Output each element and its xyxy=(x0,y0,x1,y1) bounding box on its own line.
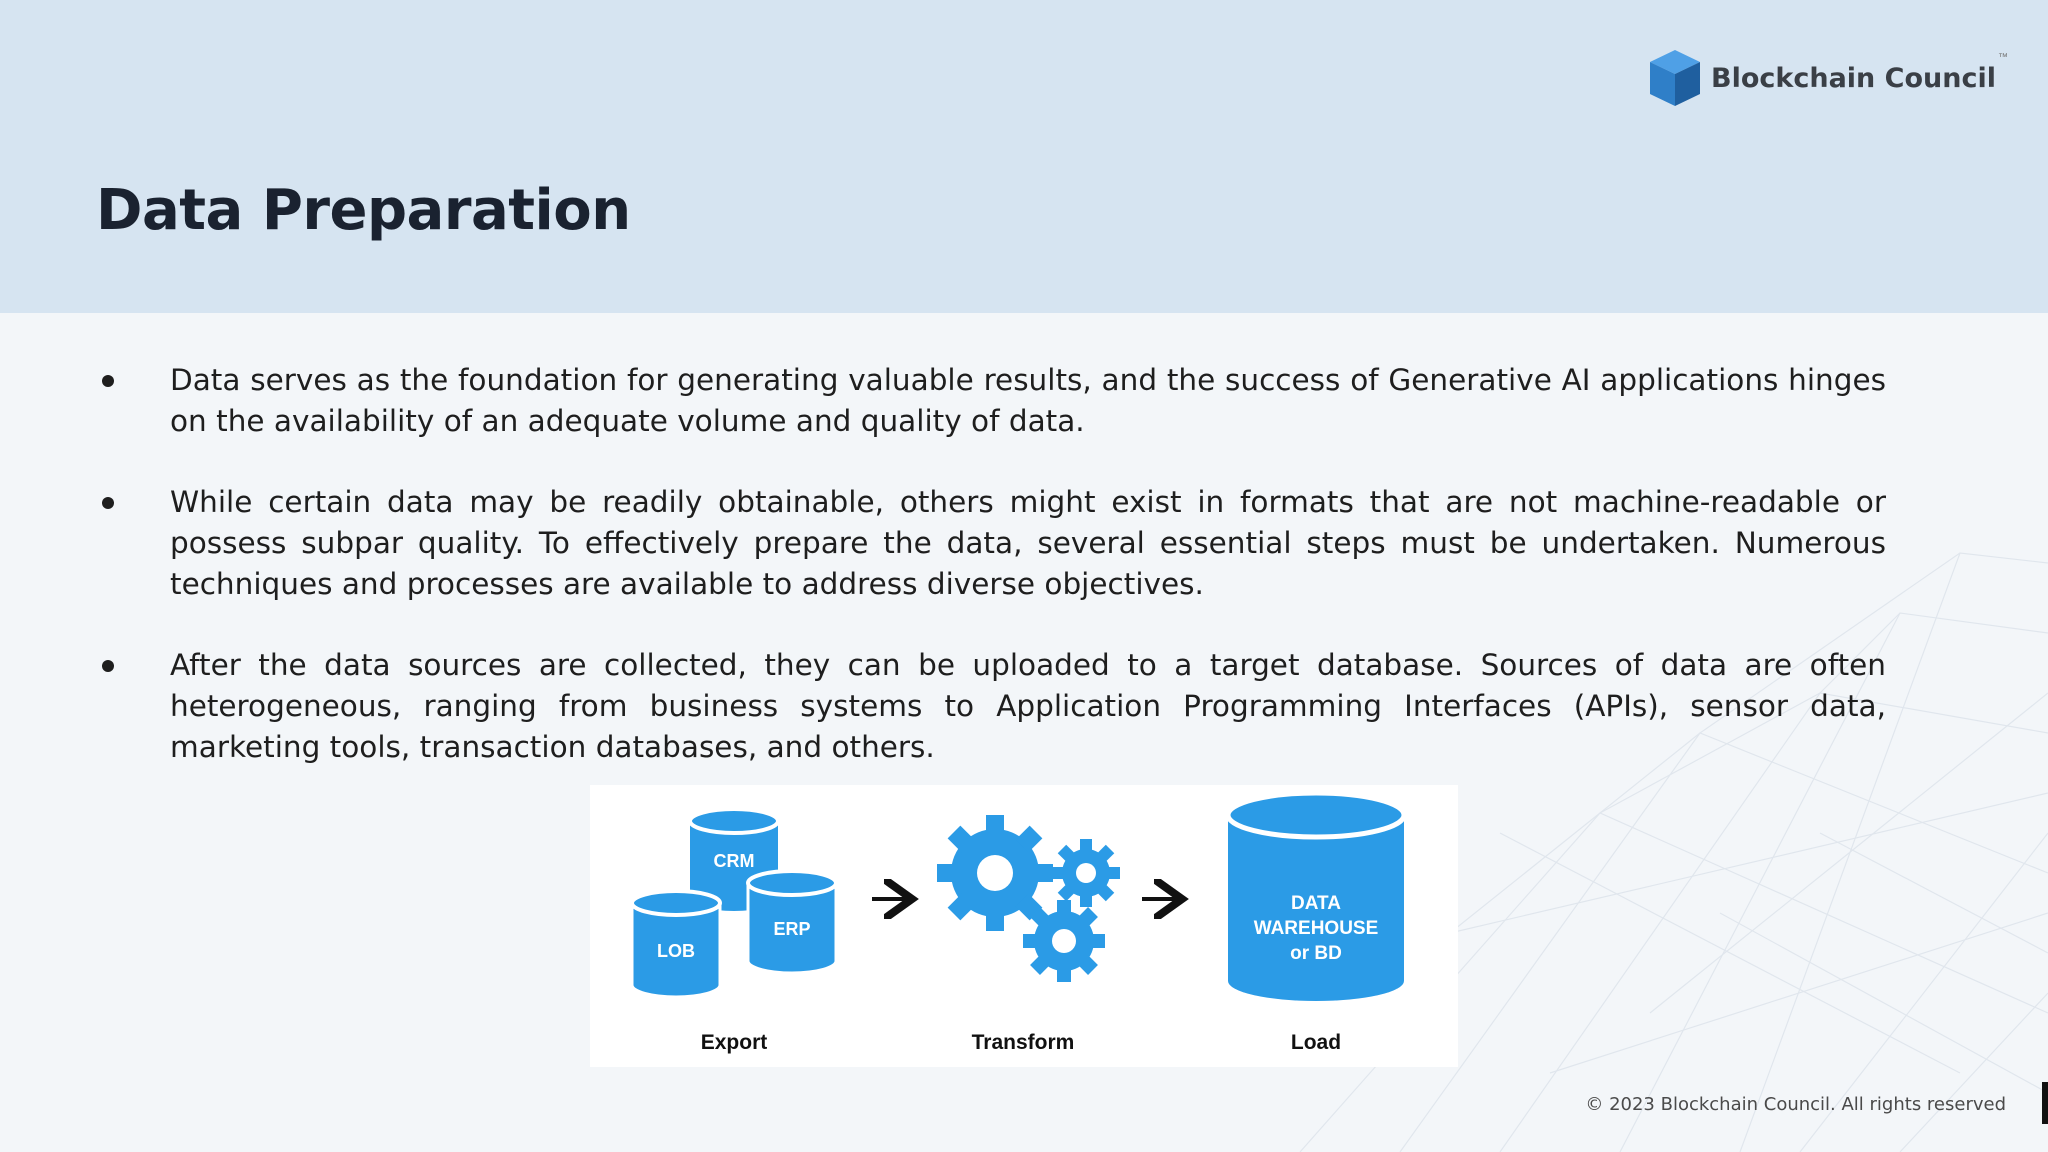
bullet-item xyxy=(100,360,1886,442)
bullet-text: While certain data may be readily obtainable, others might exist in formats that are not machine-readable or possess subpar quality. To effectively prepare the data, several essential steps must be undertaken. Numerous techniques and processes are available to address diverse objectives. xyxy=(170,485,1886,601)
erp-label: ERP xyxy=(773,919,811,939)
bullet-text: After the data sources are collected, they can be uploaded to a target database. Sources of data are often heterogeneous, ranging from business systems to Application Programming Interfaces (APIs), sensor data, marketing tools, transaction databases, and others. xyxy=(170,648,1886,764)
lob-database-icon xyxy=(632,891,720,997)
bullet-list xyxy=(100,360,1886,808)
transform-label: Transform xyxy=(971,1031,1075,1054)
edge-marker xyxy=(2042,1082,2048,1124)
brand-logo xyxy=(1647,48,2008,108)
bullet-item xyxy=(100,482,1886,605)
load-label: Load xyxy=(1290,1031,1342,1054)
warehouse-label-line: or BD xyxy=(1290,943,1342,964)
warehouse-label-line: WAREHOUSE xyxy=(1253,918,1379,939)
bullet-dot xyxy=(102,375,114,387)
bullet-dot xyxy=(102,660,114,672)
export-label: Export xyxy=(700,1031,768,1054)
lob-label: LOB xyxy=(657,941,695,961)
bullet-dot xyxy=(102,497,114,509)
bullet-text: Data serves as the foundation for generating valuable results, and the success of Generative AI applications hinges on the availability of an adequate volume and quality of data. xyxy=(170,363,1886,438)
logo-text: Blockchain Council xyxy=(1711,62,1996,94)
trademark-mark: ™ xyxy=(1998,52,2008,63)
cube-icon xyxy=(1647,48,1703,108)
warehouse-label-line: DATA xyxy=(1291,893,1341,914)
page-title: Data Preparation xyxy=(96,178,631,243)
crm-label: CRM xyxy=(713,851,755,871)
gears-icon xyxy=(937,815,1120,982)
erp-database-icon xyxy=(748,871,836,973)
copyright-footer: © 2023 Blockchain Council. All rights reserved xyxy=(1585,1094,2006,1115)
slide-header xyxy=(0,0,2048,313)
etl-diagram xyxy=(590,785,1458,1067)
bullet-item xyxy=(100,645,1886,768)
data-warehouse-icon xyxy=(1228,793,1404,1001)
